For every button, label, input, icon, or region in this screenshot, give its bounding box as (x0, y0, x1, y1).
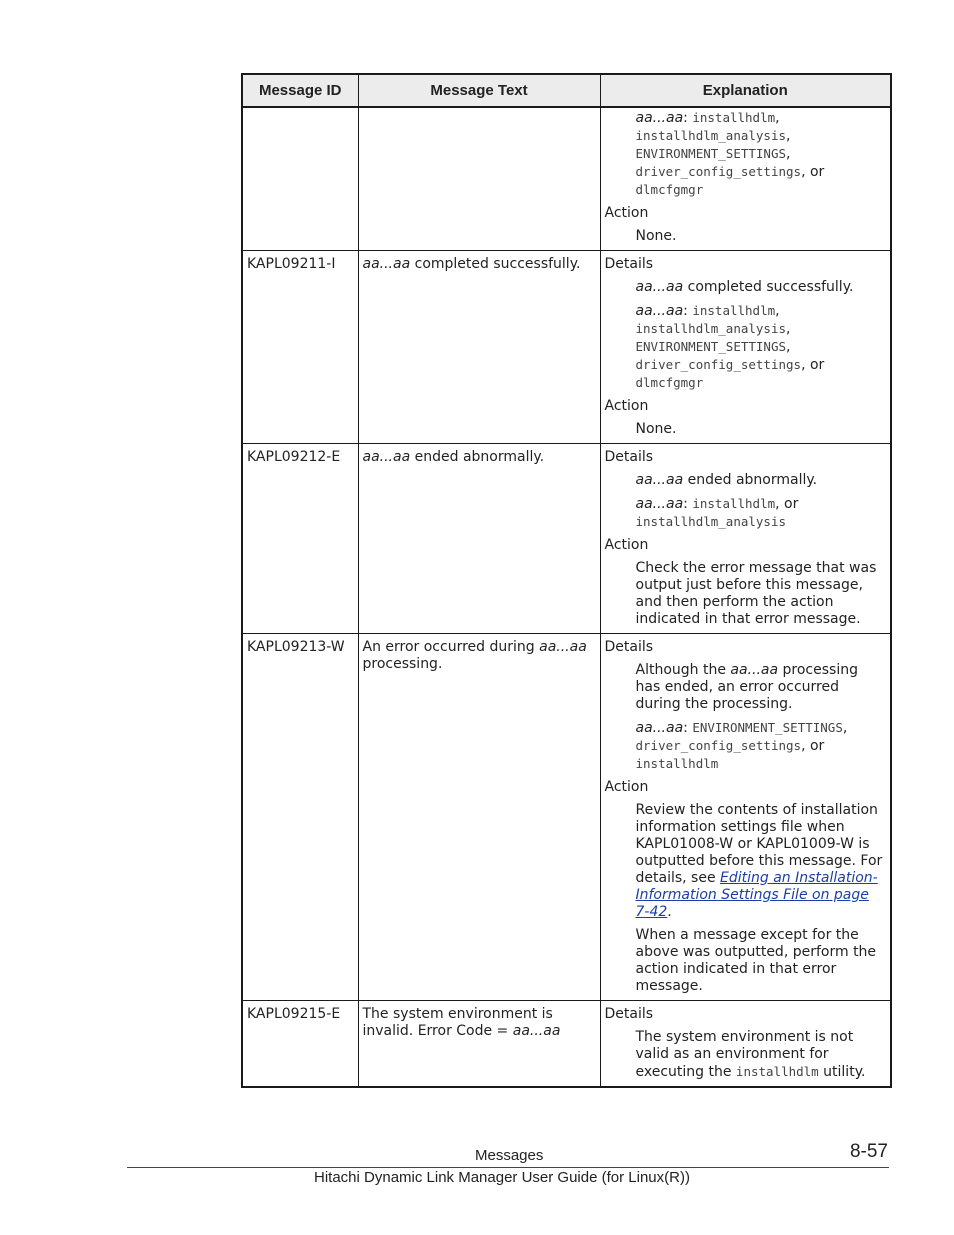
action-text: None. (635, 228, 677, 244)
separator: , or (801, 357, 825, 373)
action-text-tail: . (667, 904, 672, 920)
action-text: Check the error message that was output just before this message, and then perform the action indicated in that error message. (635, 560, 877, 627)
message-text: ended abnormally. (410, 449, 545, 465)
details-text (636, 1029, 887, 1081)
footer-section-name: Messages (475, 1147, 544, 1164)
message-text: completed successfully. (410, 256, 581, 272)
cell-message-text (358, 634, 600, 1001)
separator: , (786, 321, 791, 337)
details-text (636, 279, 887, 296)
table-header-row (242, 74, 891, 107)
cell-message-text (358, 251, 600, 444)
table-row (242, 1001, 891, 1088)
variable-name: aa...aa (539, 639, 587, 655)
separator: , (786, 339, 791, 355)
value-code: installhdlm (692, 496, 776, 511)
action-text-main: Review the contents of installation information settings file when KAPL01008-W or KAPL01009-W is outputted before this message. For details, see (635, 802, 883, 886)
cell-message-text (358, 1001, 600, 1088)
details-post: processing has ended, an error occurred during the processing. (635, 662, 858, 712)
action-label: Action (604, 537, 649, 553)
cell-message-id: KAPL09213-W (242, 634, 358, 1001)
variable-name: aa...aa (362, 256, 411, 272)
header-explanation: Explanation (600, 74, 891, 107)
details-text (636, 662, 887, 713)
cell-message-id (242, 107, 358, 251)
separator: , (786, 128, 791, 144)
action-label: Action (604, 205, 649, 221)
separator: , (786, 146, 791, 162)
table-row-continued (242, 107, 891, 251)
details-label: Details (604, 449, 654, 465)
value-code: installhdlm (692, 303, 776, 318)
value-code: installhdlm_analysis (635, 514, 787, 529)
message-text: An error occurred during (362, 639, 540, 655)
value-code: driver_config_settings (635, 357, 802, 372)
details-pre: Although the (635, 662, 731, 678)
value-code: installhdlm_analysis (635, 321, 787, 336)
separator: , or (775, 496, 799, 512)
page-number: 8-57 (849, 1141, 888, 1162)
cell-explanation (600, 107, 891, 251)
value-code: dlmcfgmgr (635, 182, 704, 197)
variable-name: aa...aa (730, 662, 779, 678)
cell-message-id: KAPL09212-E (242, 444, 358, 634)
cell-explanation (600, 1001, 891, 1088)
variable-name: aa...aa (512, 1023, 561, 1039)
variable-name: aa...aa (362, 449, 411, 465)
details-pre: The system environment is not valid as an environment for executing the (635, 1029, 854, 1080)
value-code: installhdlm_analysis (635, 128, 787, 143)
action-text (636, 802, 887, 921)
value-code: driver_config_settings (635, 738, 802, 753)
value-code: installhdlm (692, 110, 776, 125)
action-label: Action (604, 779, 649, 795)
message-text-post: processing. (362, 656, 443, 672)
value-code: dlmcfgmgr (635, 375, 704, 390)
value-code: driver_config_settings (635, 164, 802, 179)
cell-message-text (358, 444, 600, 634)
variable-name: aa...aa (635, 720, 684, 736)
cell-message-text (358, 107, 600, 251)
message-text: The system environment is invalid. Error Code = (362, 1006, 553, 1039)
value-code: installhdlm (635, 756, 719, 771)
document-title: Hitachi Dynamic Link Manager User Guide (for Linux(R)) (314, 1169, 690, 1186)
cell-explanation (600, 251, 891, 444)
separator: , (775, 303, 780, 319)
cross-reference-link[interactable]: Editing an Installation-Information Settings File on page 7-42 (635, 870, 878, 920)
value-code: ENVIRONMENT_SETTINGS (692, 720, 843, 735)
variable-name: aa...aa (635, 110, 684, 126)
action-text-2: When a message except for the above was outputted, perform the action indicated in that error message. (635, 927, 877, 994)
separator: , (775, 110, 780, 126)
cell-explanation (600, 444, 891, 634)
header-message-text: Message Text (358, 74, 600, 107)
table-row (242, 634, 891, 1001)
separator: , (842, 720, 848, 736)
table-row (242, 444, 891, 634)
separator: , or (801, 164, 825, 180)
variable-name: aa...aa (635, 279, 684, 295)
values-line: aa...aa: installhdlm, or installhdlm_analysis (635, 496, 799, 529)
table-row (242, 251, 891, 444)
action-text: None. (635, 421, 677, 437)
cell-message-id: KAPL09211-I (242, 251, 358, 444)
value-code: ENVIRONMENT_SETTINGS (635, 339, 787, 354)
values-line: aa...aa: installhdlm, installhdlm_analysis, ENVIRONMENT_SETTINGS, driver_config_settings, or dlmcfgmgr (635, 110, 825, 197)
details-label: Details (604, 639, 654, 655)
footer-divider (127, 1167, 889, 1168)
separator: , or (801, 738, 825, 754)
header-message-id: Message ID (242, 74, 358, 107)
variable-name: aa...aa (635, 496, 684, 512)
details-rest: ended abnormally. (683, 472, 818, 488)
details-rest: completed successfully. (683, 279, 854, 295)
values-line: aa...aa: ENVIRONMENT_SETTINGS, driver_config_settings, or installhdlm (635, 720, 848, 771)
value-code: installhdlm (735, 1064, 819, 1079)
values-line: aa...aa: installhdlm, installhdlm_analysis, ENVIRONMENT_SETTINGS, driver_config_settings, or dlmcfgmgr (635, 303, 825, 390)
variable-name: aa...aa (635, 303, 684, 319)
variable-name: aa...aa (635, 472, 684, 488)
details-post: utility. (818, 1064, 866, 1080)
value-code: ENVIRONMENT_SETTINGS (635, 146, 787, 161)
details-label: Details (604, 256, 654, 272)
details-label: Details (604, 1006, 654, 1022)
message-table (241, 73, 892, 1088)
cell-message-id: KAPL09215-E (242, 1001, 358, 1088)
cell-explanation (600, 634, 891, 1001)
details-text (636, 472, 887, 489)
action-label: Action (604, 398, 649, 414)
